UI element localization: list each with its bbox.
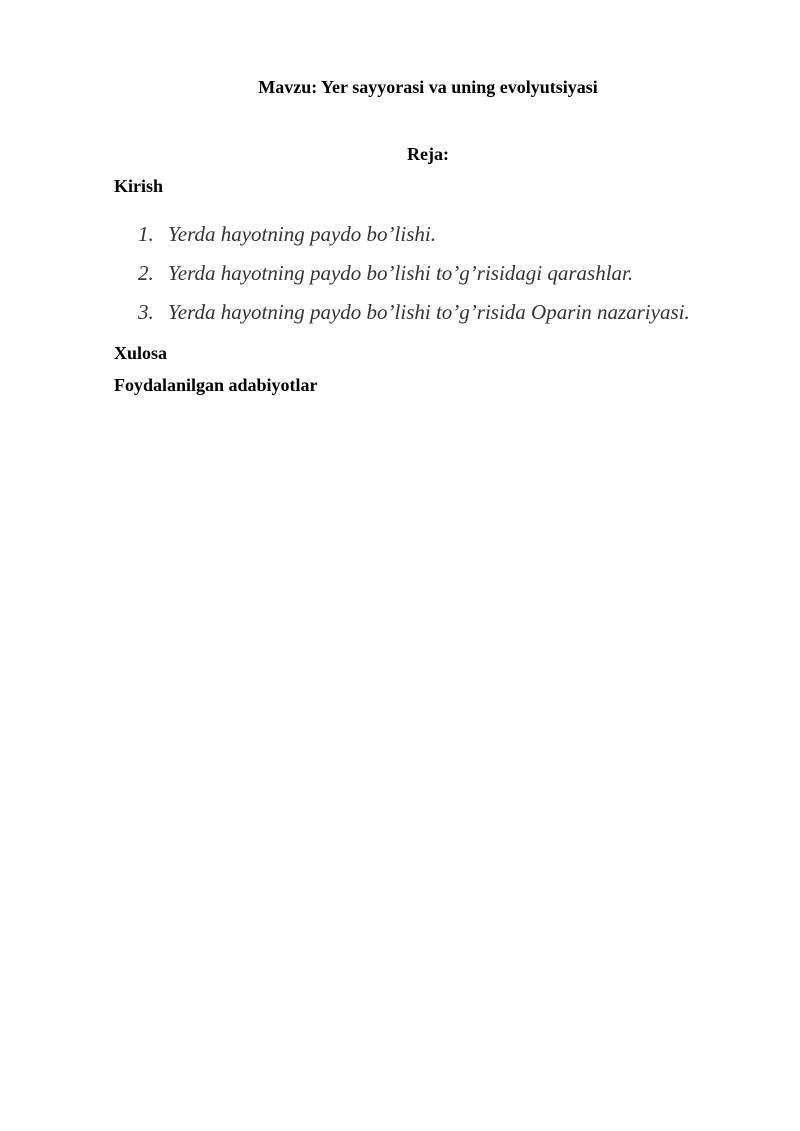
intro-label: Kirish bbox=[114, 176, 164, 196]
plan-item bbox=[138, 220, 690, 259]
plan-item bbox=[138, 298, 690, 337]
references-label: Foydalanilgan adabiyotlar bbox=[114, 375, 318, 395]
plan-item-number: 3. bbox=[138, 300, 154, 324]
plan-list bbox=[138, 220, 690, 337]
plan-item bbox=[138, 259, 690, 298]
conclusion-label: Xulosa bbox=[114, 343, 168, 363]
plan-item-text: Yerda hayotning paydo bo’lishi to’g’risidagi qarashlar. bbox=[168, 261, 634, 285]
document-title: Mavzu: Yer sayyorasi va uning evolyutsiyasi bbox=[258, 77, 598, 97]
plan-item-number: 2. bbox=[138, 261, 154, 285]
plan-item-number: 1. bbox=[138, 222, 154, 246]
plan-item-text: Yerda hayotning paydo bo’lishi to’g’risida Oparin nazariyasi. bbox=[168, 300, 690, 324]
plan-item-text: Yerda hayotning paydo bo’lishi. bbox=[168, 222, 436, 246]
plan-heading: Reja: bbox=[407, 144, 449, 164]
